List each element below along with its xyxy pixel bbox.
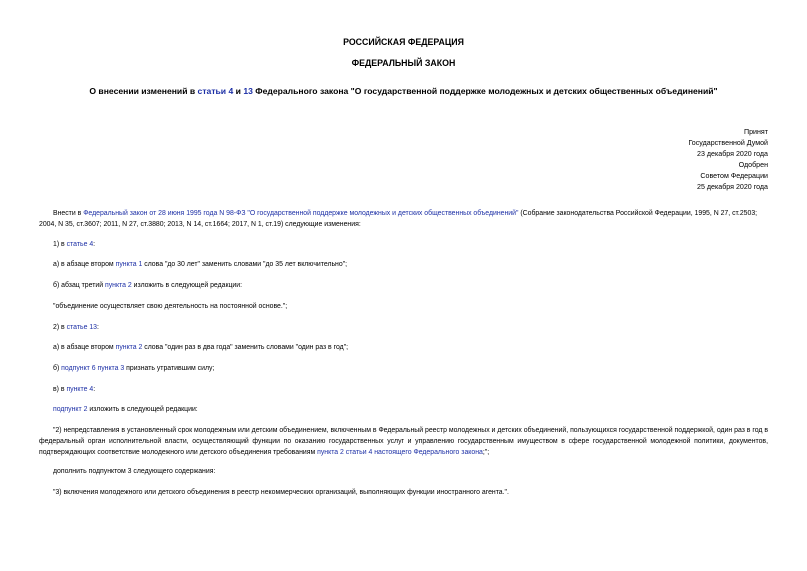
item-2b-prefix: б) bbox=[53, 365, 62, 372]
title-link-article-4[interactable]: статьи 4 bbox=[197, 86, 234, 96]
item-1a bbox=[39, 259, 768, 270]
item-2c-2: дополнить подпунктом 3 следующего содержания: bbox=[53, 468, 216, 475]
header-country: РОССИЙСКАЯ ФЕДЕРАЦИЯ bbox=[343, 37, 464, 47]
intro-paragraph bbox=[39, 208, 768, 230]
adoption-line: Одобрен bbox=[738, 161, 768, 169]
item-2a bbox=[39, 342, 768, 353]
quote-2-end: ;"; bbox=[482, 449, 490, 456]
quote-subpoint-2 bbox=[39, 425, 768, 458]
item-2-suffix: : bbox=[97, 324, 99, 331]
adoption-line: Государственной Думой bbox=[688, 139, 768, 147]
title-and: и bbox=[233, 86, 244, 96]
item-1b-suffix: изложить в следующей редакции: bbox=[131, 282, 243, 289]
quote-2-text: "2) непредставления в установленный срок молодежным или детским объединением, включенным в Федеральный реестр молодежных и детских объединений, пользующихся государственной поддержкой, один раз в год в федеральный орган исполнительной власти, осуществляющий функции по оказанию государственных услуг и управлению государственным имуществом в сфере государственной молодежной политики, документов, подтверждающих соответствие молодежного или детского объединения требованиям bbox=[39, 427, 769, 456]
item-2b-suffix: признать утратившим силу; bbox=[124, 365, 215, 372]
item-1b bbox=[39, 280, 768, 291]
item-2c bbox=[39, 384, 768, 395]
link-point-2[interactable]: пункта 2 bbox=[105, 282, 132, 289]
item-2c-1-suffix: изложить в следующей редакции: bbox=[87, 406, 198, 413]
item-2c-1 bbox=[39, 404, 768, 415]
adoption-line: 25 декабря 2020 года bbox=[697, 183, 768, 191]
adoption-line: Советом Федерации bbox=[700, 172, 768, 180]
adoption-line: Принят bbox=[743, 128, 768, 136]
intro-suffix: (Собрание законодательства Российской Федерации, 1995, N 27, ст.2503; 2004, N 35, ст.3607; 2011, N 27, ст.3880; 2013, N 14, ст.1664; 2017, N 1, ст.19) следующие изменения: bbox=[39, 210, 758, 228]
item-2-prefix: 2) в bbox=[53, 324, 67, 331]
link-point-1[interactable]: пункта 1 bbox=[115, 261, 143, 268]
item-2c-prefix: в) в bbox=[53, 386, 67, 393]
intro-prefix: Внести в bbox=[53, 210, 84, 217]
link-point-4[interactable]: пункте 4 bbox=[66, 386, 94, 393]
item-1-prefix: 1) в bbox=[53, 241, 67, 248]
item-2c-suffix: : bbox=[93, 386, 96, 393]
item-2a-suffix: слова "один раз в два года" заменить словами "один раз в год"; bbox=[142, 344, 349, 351]
item-1-suffix: : bbox=[93, 241, 96, 248]
link-subpoint-2[interactable]: подпункт 2 bbox=[53, 406, 88, 413]
adoption-block bbox=[688, 127, 768, 193]
item-1a-suffix: слова "до 30 лет" заменить словами "до 35 лет включительно"; bbox=[142, 261, 348, 268]
item-2a-prefix: а) в абзаце втором bbox=[53, 344, 116, 351]
header-law-type: ФЕДЕРАЛЬНЫЙ ЗАКОН bbox=[351, 58, 456, 68]
item-1b-prefix: б) абзац третий bbox=[53, 282, 105, 289]
link-point-2-article-4[interactable]: пункта 2 статьи 4 настоящего Федерального закона bbox=[317, 449, 483, 456]
title-suffix: Федерального закона "О государственной поддержке молодежных и детских общественных объединений" bbox=[252, 86, 718, 96]
link-subpoint-6[interactable]: подпункт 6 пункта 3 bbox=[61, 365, 125, 372]
link-point-2-art13[interactable]: пункта 2 bbox=[115, 344, 143, 351]
federal-law-link[interactable]: Федеральный закон от 28 июня 1995 года N 98-ФЗ "О государственной поддержке молодежных и детских общественных объединений" bbox=[83, 210, 519, 217]
quote-subpoint-3: "3) включения молодежного или детского объединения в реестр некоммерческих организаций, выполняющих функции иностранного агента.". bbox=[53, 489, 509, 496]
item-1 bbox=[39, 239, 768, 250]
title-prefix: О внесении изменений в bbox=[89, 86, 198, 96]
link-article-13[interactable]: статье 13 bbox=[66, 324, 97, 331]
item-2 bbox=[39, 322, 768, 333]
item-2b bbox=[39, 363, 768, 374]
title-link-article-13[interactable]: 13 bbox=[243, 86, 253, 96]
item-1b-quote: "объединение осуществляет свою деятельность на постоянной основе."; bbox=[53, 303, 288, 310]
link-article-4[interactable]: статье 4 bbox=[66, 241, 94, 248]
item-1a-prefix: а) в абзаце втором bbox=[53, 261, 116, 268]
law-title bbox=[0, 86, 807, 96]
adoption-line: 23 декабря 2020 года bbox=[697, 150, 768, 158]
